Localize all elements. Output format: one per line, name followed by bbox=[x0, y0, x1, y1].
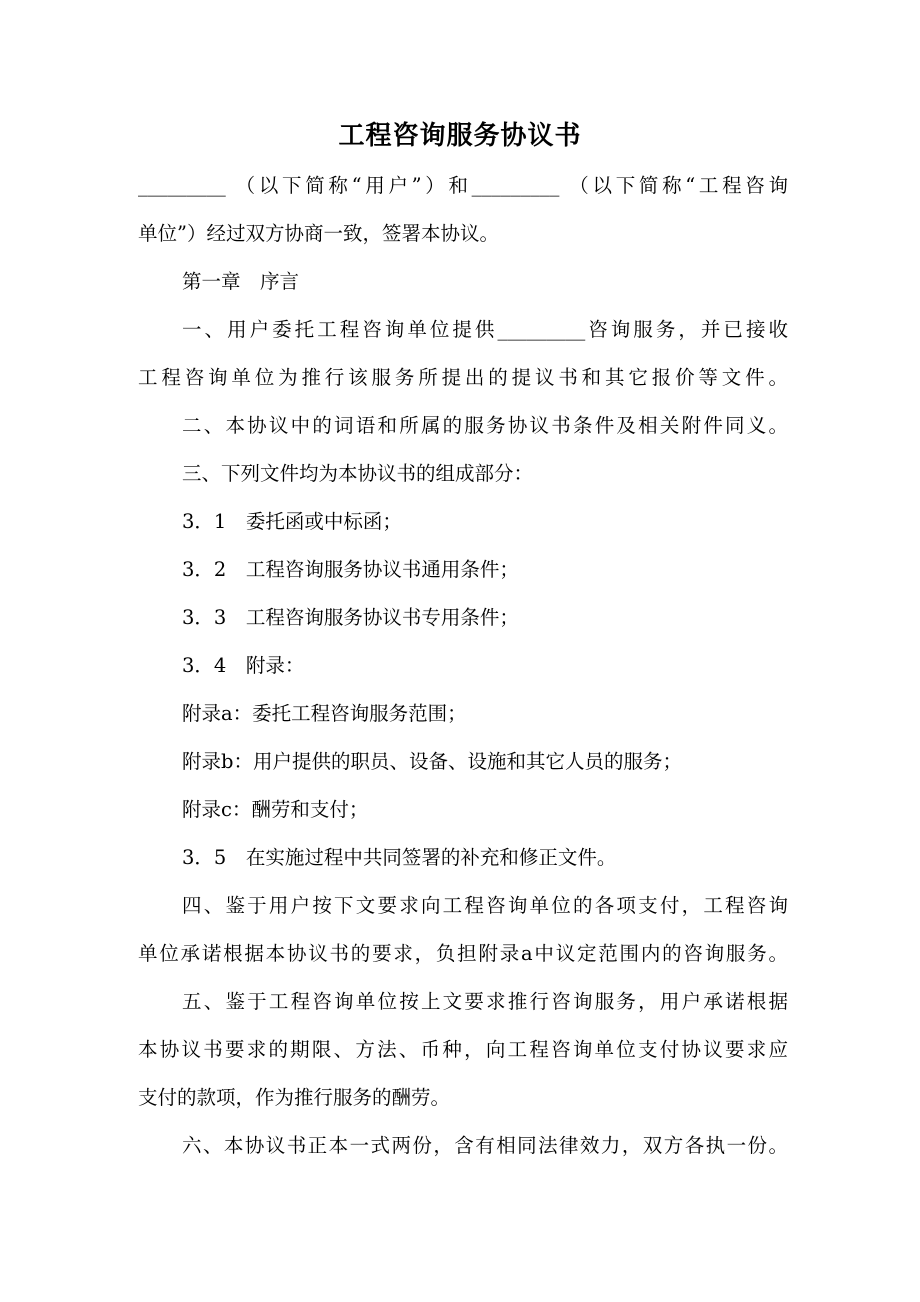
list-item: 3．5 在实施过程中共同签署的补充和修正文件。 bbox=[182, 846, 617, 869]
appendix-item: 附录a：委托工程咨询服务范围； bbox=[182, 702, 467, 725]
paragraph-line: 单位”）经过双方协商一致，签署本协议。 bbox=[138, 222, 499, 245]
paragraph-line: 支付的款项，作为推行服务的酬劳。 bbox=[138, 1086, 451, 1109]
chapter-heading: 第一章 序言 bbox=[182, 270, 300, 293]
list-item: 3．3 工程咨询服务协议书专用条件； bbox=[182, 606, 519, 629]
list-item: 3．1 委托函或中标函； bbox=[182, 510, 402, 533]
paragraph-line: 本协议书要求的期限、方法、币种，向工程咨询单位支付协议要求应 bbox=[138, 1038, 788, 1061]
list-item: 3．2 工程咨询服务协议书通用条件； bbox=[182, 558, 519, 581]
paragraph-line: 三、下列文件均为本协议书的组成部分： bbox=[182, 462, 534, 485]
appendix-item: 附录c：酬劳和支付； bbox=[182, 798, 369, 821]
paragraph-line: 五、鉴于工程咨询单位按上文要求推行咨询服务，用户承诺根据 bbox=[182, 990, 788, 1013]
paragraph-line: 工程咨询单位为推行该服务所提出的提议书和其它报价等文件。 bbox=[138, 366, 788, 389]
paragraph-line: 二、本协议中的词语和所属的服务协议书条件及相关附件同义。 bbox=[182, 414, 788, 437]
document-title: 工程咨询服务协议书 bbox=[338, 121, 582, 151]
list-item: 3．4 附录： bbox=[182, 654, 305, 677]
paragraph-line: 一、用户委托工程咨询单位提供_________咨询服务，并已接收 bbox=[182, 318, 788, 341]
appendix-item: 附录b：用户提供的职员、设备、设施和其它人员的服务； bbox=[182, 750, 682, 773]
paragraph-line: _________ （以下简称“用户”）和_________ （以下简称“工程咨询 bbox=[138, 174, 788, 197]
paragraph-line: 六、本协议书正本一式两份，含有相同法律效力，双方各执一份。 bbox=[182, 1134, 788, 1157]
paragraph-line: 单位承诺根据本协议书的要求，负担附录a中议定范围内的咨询服务。 bbox=[138, 942, 788, 965]
paragraph-line: 四、鉴于用户按下文要求向工程咨询单位的各项支付，工程咨询 bbox=[182, 894, 788, 917]
